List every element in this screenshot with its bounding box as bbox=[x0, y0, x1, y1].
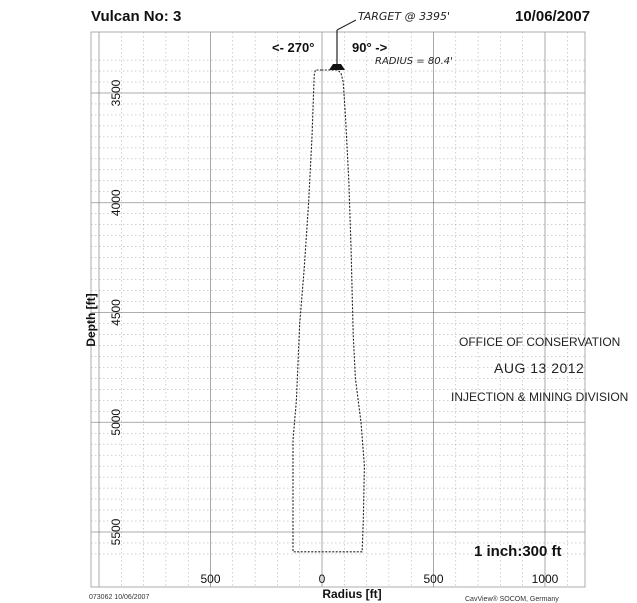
cavern-outline-series bbox=[293, 70, 364, 552]
stamp-office-text: OFFICE OF CONSERVATION bbox=[459, 335, 621, 349]
footer-software-credit: CavView® SOCOM, Germany bbox=[465, 596, 559, 603]
x-axis-ticks bbox=[200, 572, 558, 586]
x-tick-label: 500 bbox=[423, 572, 444, 586]
y-tick-label: 3500 bbox=[109, 79, 123, 107]
direction-90-label: 90° -> bbox=[352, 40, 388, 55]
y-tick-label: 5000 bbox=[109, 408, 123, 436]
chart-grid bbox=[91, 32, 585, 587]
cavern-outline bbox=[293, 70, 364, 552]
x-tick-label: 1000 bbox=[531, 572, 559, 586]
stamp-date-text: AUG 13 2012 bbox=[494, 360, 585, 376]
target-depth-note: TARGET @ 3395' bbox=[358, 10, 451, 23]
well-title: Vulcan No: 3 bbox=[91, 8, 182, 25]
y-axis-ticks bbox=[109, 79, 123, 545]
y-tick-label: 4000 bbox=[109, 189, 123, 217]
scale-note: 1 inch:300 ft bbox=[474, 543, 562, 560]
x-axis-label: Radius [ft] bbox=[322, 587, 382, 601]
y-tick-label: 4500 bbox=[109, 299, 123, 326]
x-tick-label: 0 bbox=[318, 572, 326, 586]
footer-reference: 073062 10/06/2007 bbox=[89, 594, 150, 601]
direction-270-label: <- 270° bbox=[272, 40, 315, 55]
y-tick-label: 5500 bbox=[109, 518, 123, 546]
target-marker-icon bbox=[329, 64, 345, 70]
target-leader-line bbox=[337, 20, 356, 30]
x-tick-label: 500 bbox=[200, 572, 221, 586]
y-axis-label: Depth [ft] bbox=[84, 293, 98, 347]
stamp-division-text: INJECTION & MINING DIVISION bbox=[451, 390, 629, 404]
plot-frame bbox=[91, 32, 585, 587]
report-date: 10/06/2007 bbox=[515, 8, 591, 25]
radius-note: RADIUS = 80.4' bbox=[375, 56, 453, 67]
